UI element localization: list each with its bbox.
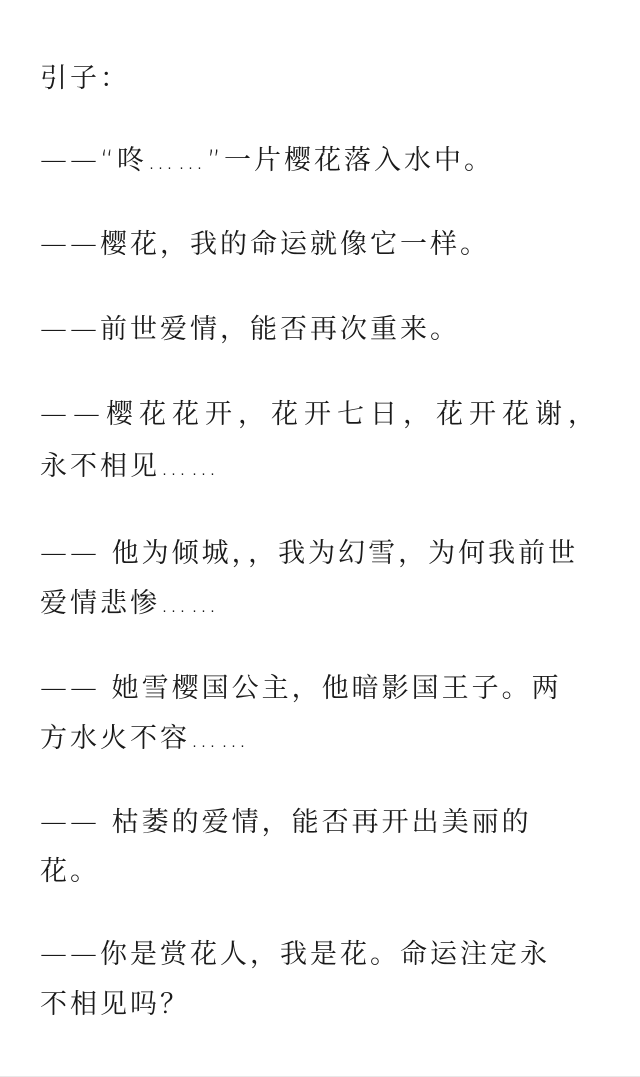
text-line-5b: 爱情悲惨…… [40,588,220,619]
text-line-6b: 方水火不容…… [40,723,250,754]
heading-prologue: 引子： [40,63,130,94]
text-line-6a: —— 她雪樱国公主，他暗影国王子。两 [40,673,562,704]
text-line-2: ——樱花，我的命运就像它一样。 [40,229,490,260]
text-line-7b: 花。 [40,856,100,887]
text-line-4a: ——樱花花开，花开七日，花开花谢， [40,399,601,430]
text-line-8b: 不相见吗？ [40,989,190,1020]
text-line-3: ——前世爱情，能否再次重来。 [40,314,460,345]
text-line-4b: 永不相见…… [40,451,220,482]
text-line-7a: —— 枯萎的爱情，能否再开出美丽的 [40,807,532,838]
text-line-1: ——“咚……”一片樱花落入水中。 [40,145,494,176]
text-line-8a: ——你是赏花人，我是花。命运注定永 [40,939,550,970]
text-line-5a: —— 他为倾城，，我为幻雪，为何我前世 [40,538,579,569]
